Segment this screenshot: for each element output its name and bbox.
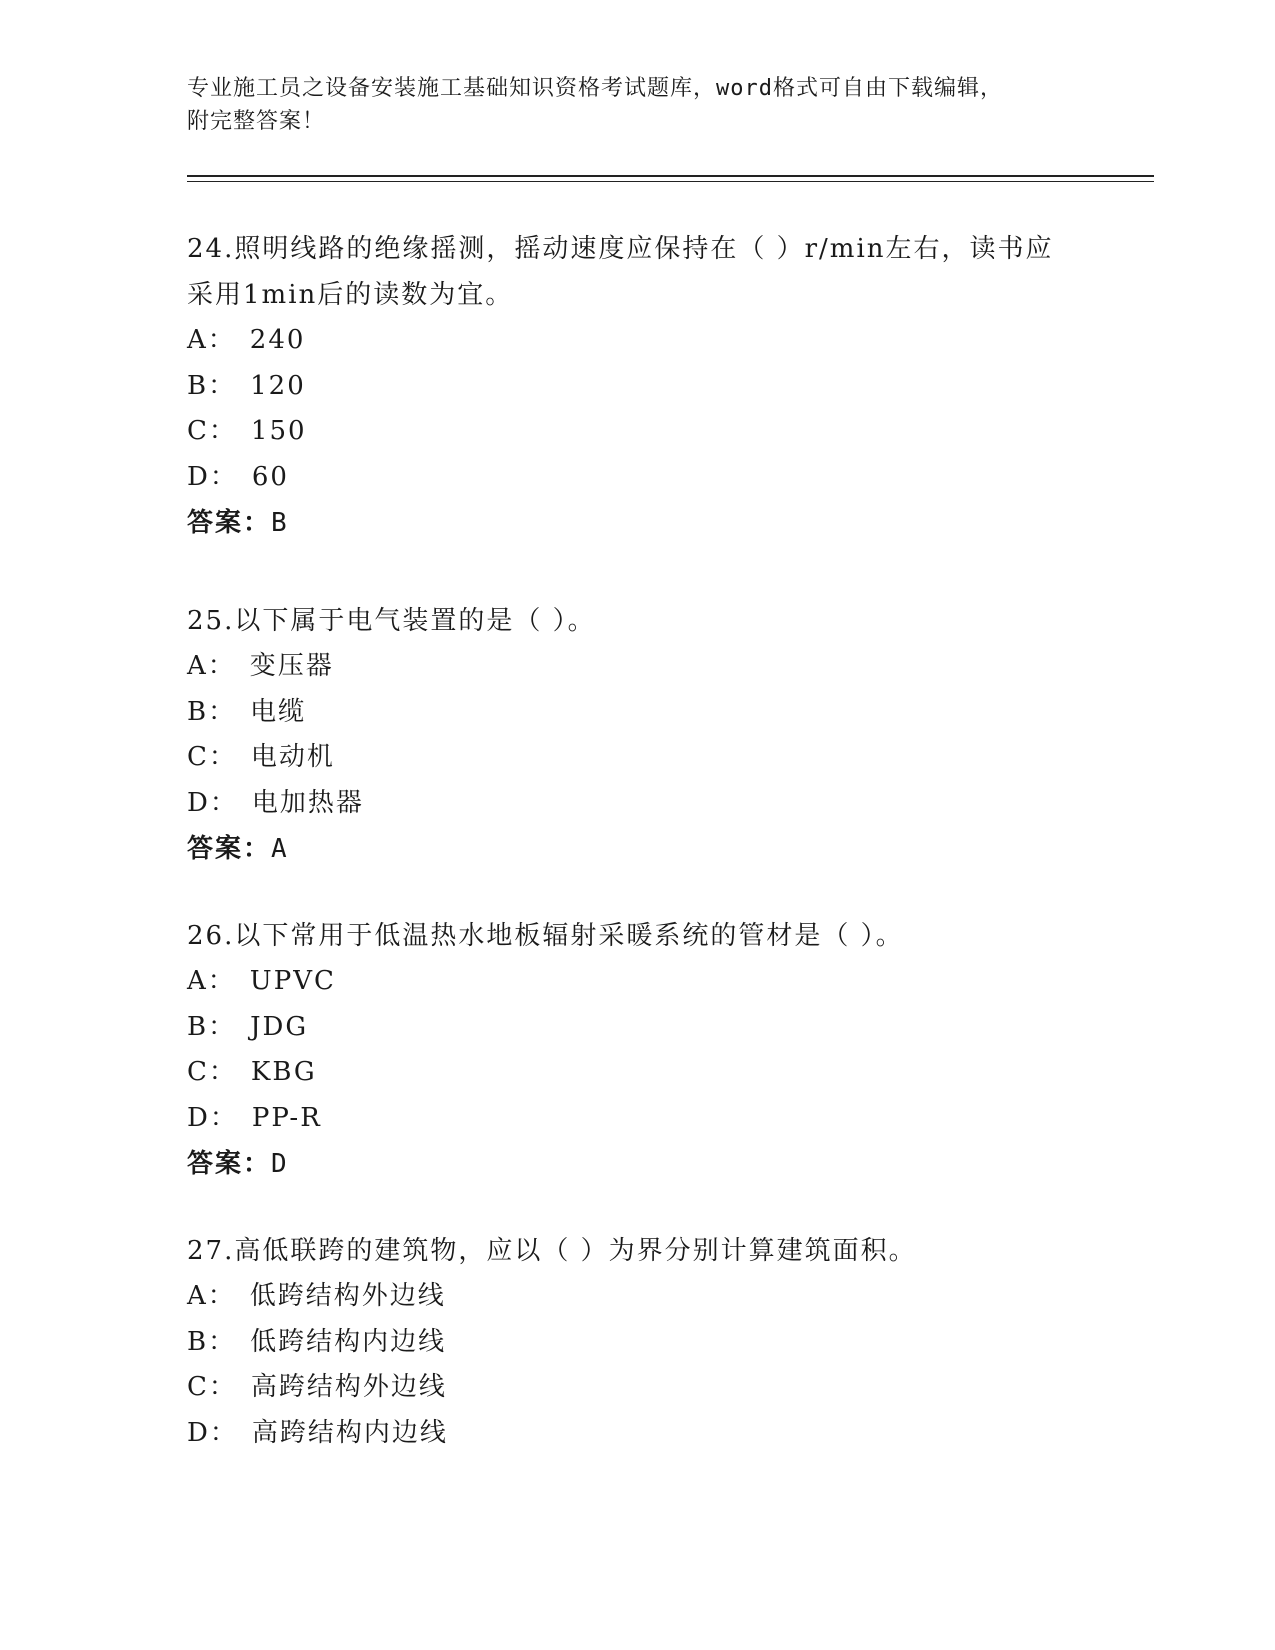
- option-d: [187, 1096, 1087, 1142]
- option-text: 150: [250, 416, 307, 446]
- question-stem-line: 26.以下常用于低温热水地板辐射采暖系统的管材是（ ）。: [187, 921, 904, 951]
- question-stem: [187, 598, 1087, 644]
- header-line-2: 附完整答案！: [187, 109, 326, 134]
- option-key: C：: [187, 1372, 237, 1402]
- answer-value: B: [271, 508, 289, 538]
- answer-label: 答案：: [187, 834, 272, 864]
- option-a: [187, 959, 1087, 1005]
- option-text: 120: [250, 370, 306, 401]
- option-c: [187, 1365, 1087, 1411]
- header-divider-thick: [187, 175, 1154, 177]
- option-text: 低跨结构内边线: [250, 1326, 447, 1357]
- option-c: [187, 735, 1087, 781]
- option-text: 电动机: [250, 742, 335, 772]
- option-key: D：: [187, 1417, 238, 1448]
- option-text: JDG: [250, 1011, 309, 1042]
- option-c: [187, 1050, 1087, 1096]
- option-key: A：: [187, 966, 236, 996]
- document-header: [187, 72, 1067, 138]
- option-key: C：: [187, 742, 237, 772]
- option-a: [187, 318, 1087, 364]
- option-key: D：: [187, 1102, 238, 1133]
- question-stem: [187, 226, 1087, 318]
- question-24: [187, 226, 1087, 546]
- option-key: D：: [187, 461, 238, 492]
- question-stem-line: 采用1min后的读数为宜。: [187, 280, 514, 310]
- answer-line: [187, 1141, 1087, 1187]
- question-stem: [187, 1228, 1087, 1274]
- header-line-1: 专业施工员之设备安装施工基础知识资格考试题库，word格式可自由下载编辑，: [187, 76, 1003, 101]
- option-d: [187, 781, 1087, 827]
- option-key: B：: [187, 370, 237, 401]
- option-key: B：: [187, 696, 237, 727]
- option-text: PP-R: [251, 1102, 322, 1133]
- option-text: UPVC: [249, 966, 336, 996]
- option-text: 低跨结构外边线: [249, 1281, 446, 1311]
- answer-line: [187, 826, 1087, 872]
- question-25: [187, 598, 1087, 872]
- option-a: [187, 644, 1087, 690]
- option-text: 高跨结构外边线: [250, 1372, 447, 1402]
- option-a: [187, 1274, 1087, 1320]
- option-text: 240: [249, 325, 306, 355]
- option-key: A：: [187, 651, 236, 681]
- answer-line: [187, 500, 1087, 546]
- option-key: A：: [187, 1281, 236, 1311]
- question-stem-line: 25.以下属于电气装置的是（ ）。: [187, 606, 596, 636]
- question-stem-line: 27.高低联跨的建筑物，应以（ ）为界分别计算建筑面积。: [187, 1236, 917, 1266]
- option-text: 60: [251, 461, 289, 492]
- option-d: [187, 455, 1087, 501]
- option-text: KBG: [250, 1057, 317, 1087]
- option-key: C：: [187, 1057, 237, 1087]
- option-text: 高跨结构内边线: [251, 1417, 448, 1448]
- answer-label: 答案：: [187, 508, 272, 538]
- question-27: [187, 1228, 1087, 1456]
- option-b: [187, 1005, 1087, 1051]
- answer-value: D: [271, 1149, 289, 1179]
- option-c: [187, 409, 1087, 455]
- option-text: 电加热器: [251, 787, 364, 818]
- option-key: B：: [187, 1326, 237, 1357]
- option-text: 电缆: [250, 696, 307, 727]
- question-stem-line: 24.照明线路的绝缘摇测，摇动速度应保持在（ ）r/min左右，读书应: [187, 234, 1054, 264]
- header-divider-thin: [187, 181, 1154, 182]
- option-text: 变压器: [249, 651, 334, 681]
- option-key: C：: [187, 416, 237, 446]
- option-b: [187, 690, 1087, 736]
- answer-value: A: [271, 834, 289, 864]
- option-d: [187, 1411, 1087, 1457]
- option-b: [187, 1320, 1087, 1366]
- option-key: B：: [187, 1011, 237, 1042]
- option-key: A：: [187, 325, 236, 355]
- option-key: D：: [187, 787, 238, 818]
- question-26: [187, 913, 1087, 1187]
- answer-label: 答案：: [187, 1149, 272, 1179]
- option-b: [187, 364, 1087, 410]
- question-stem: [187, 913, 1087, 959]
